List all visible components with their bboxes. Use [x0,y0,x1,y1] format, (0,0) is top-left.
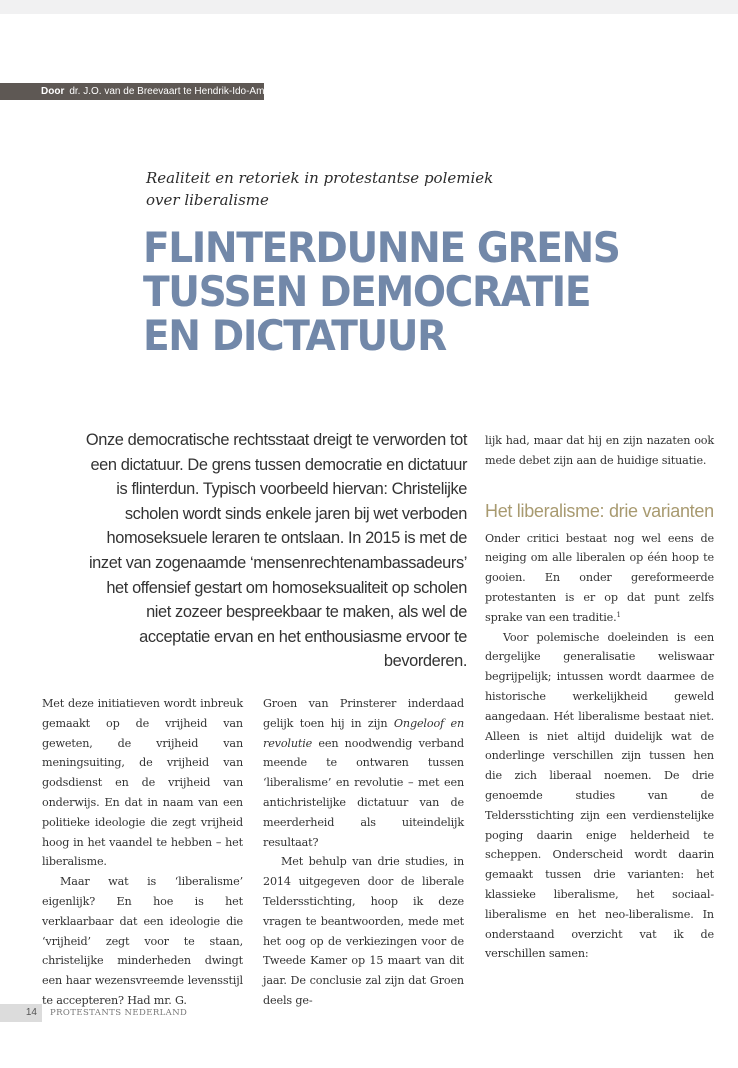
col3-paragraph-1 [485,529,714,628]
subtitle [146,167,566,211]
book-title: Ongeloof en revolutie [263,716,465,750]
col2-paragraph-2: Met behulp van drie studies, in 2014 uitgegeven door de liberale Teldersstichting, hoop ik deze vragen te beantwoorden, mede met het oog op de verkiezingen voor de Tweede Kamer op 15 maart van dit jaar. De conclusie zal zijn dat Groen deels ge- [263,855,464,1007]
subtitle-line-1: Realiteit en retoriek in protestantse polemiek [146,169,494,187]
column-3 [485,431,714,964]
headline-line-1: FLINTERDUNNE GRENS [143,223,620,272]
footnote-marker[interactable]: 1 [616,610,621,619]
byline-author: dr. J.O. van de Breevaart te Hendrik-Ido-Ambacht [69,86,289,97]
col2-p1-text-a: Groen van Prinsterer inderdaad gelijk toen hij in zijn [263,697,464,730]
page-number: 14 [0,1004,42,1022]
col2-p1-text-b: een noodwendig verband meende te ontwaren tussen ‘liberalisme’ en revolutie – met een antichristelijke dictatuur van de meerderheid als uiteindelijk resultaat? [263,736,465,849]
column-1 [42,694,243,1011]
byline-label: Door [41,86,65,97]
headline [143,223,664,360]
col1-paragraph-1: Met deze initiatieven wordt inbreuk gemaakt op de vrijheid van geweten, de vrijheid van meningsuiting, de vrijheid van godsdienst en de vrijheid van onderwijs. En dat in naam van een politieke ideologie die zegt vrijheid hoog in het vaandel te hebben – het liberalisme. [42,697,243,869]
headline-line-2: TUSSEN DEMOCRATIE [143,267,591,316]
intro-lead: Onze democratische rechtsstaat dreigt te verworden tot een dictatuur. De grens tussen democratie en dictatuur is flinterdun. Typisch voorbeeld hiervan: Christelijke scholen wordt sinds enkele jaren bij wet verboden homoseksuele leraren te ontslaan. In 2015 is met de inzet van zogenaamde ‘mensenrechtenambassadeurs’ het offensief gestart om homoseksualiteit op scholen niet zozeer bespreekbaar te maken, als wel de acceptatie ervan en het enthousiasme ervoor te bevorderen. [85,431,467,671]
col3-paragraph-2: Voor polemische doeleinden is een dergelijke generalisatie weliswaar begrijpelijk; intussen wordt daarmee de historische werkelijkheid geweld aangedaan. Hét liberalisme bestaat niet. Alleen is niet altijd duidelijk wat de onderlinge verschillen zijn tussen hen die zich liberaal noemen. De drie genoemde studies van de Teldersstichting zijn een verdienstelijke poging daarin enige helderheid te scheppen. Onderscheid wordt daarin gemaakt tussen drie varianten: het klassieke liberalisme, het sociaal-liberalisme en het neo-liberalisme. In onderstaand overzicht vat ik de verschillen samen: [485,630,714,961]
subtitle-line-2: over liberalisme [146,191,269,209]
column-2 [263,694,464,1011]
col3-p1-text: Onder critici bestaat nog wel eens de neiging om alle liberalen op één hoop te gooien. En onder gereformeerde protestanten is er op dat punt zelfs sprake van een traditie. [485,531,714,624]
headline-line-3: EN DICTATUUR [143,311,446,360]
col2-paragraph-1 [263,694,464,852]
section-title: Het liberalisme: drie varianten [485,500,714,521]
publication-name: PROTESTANTS NEDERLAND [50,1008,188,1018]
byline [0,83,289,100]
col1-paragraph-2: Maar wat is ‘liberalisme’ eigenlijk? En hoe is het verklaarbaar dat een ideologie die ‘vrijheid’ zegt voor te staan, christelijke minderheden dwingt een haar wezensvreemde levensstijl te accepteren? Had mr. G. [42,875,243,1007]
col3-paragraph-0: lijk had, maar dat hij en zijn nazaten ook mede debet zijn aan de huidige situatie. [485,434,714,467]
